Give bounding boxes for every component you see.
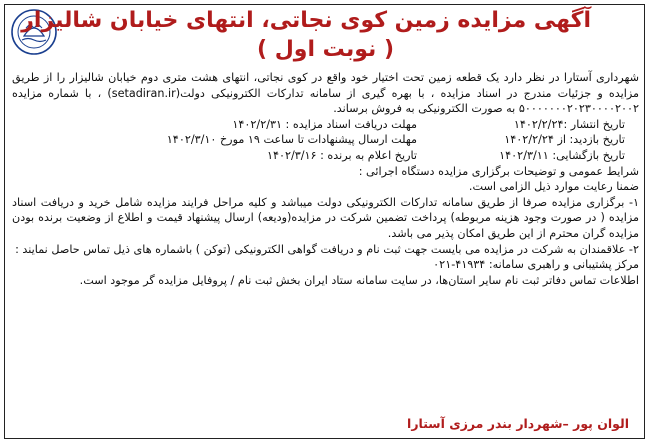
docs-deadline: مهلت دریافت اسناد مزایده : ۱۴۰۲/۲/۳۱ (232, 117, 417, 131)
offers-deadline: مهلت ارسال پیشنهادات تا ساعت ۱۹ مورخ ۱۴۰۲/۳/۱۰ (166, 133, 417, 147)
winner-date: تاریخ اعلام به برنده : ۱۴۰۲/۳/۱۶ (266, 148, 417, 162)
conditions-title: شرایط عمومی و توضیحات برگزاری مزایده دستگاه اجرائی : (358, 164, 639, 178)
dates-row-3 (12, 148, 639, 164)
contact-info: اطلاعات تماس دفاتر ثبت نام سایر استان‌ها، در سایت سامانه ستاد ایران بخش ثبت نام / پروفایل مزایده گر موجود است. (79, 273, 639, 287)
title-line-2: ( نوبت اول ) (257, 37, 394, 62)
dates-row-1 (12, 117, 639, 133)
conditions-note: ضمنا رعایت موارد ذیل الزامی است. (468, 180, 639, 194)
notice-title (21, 6, 591, 64)
condition-item-2: ۲- علاقمندان به شرکت در مزایده می بایست جهت ثبت نام و دریافت گواهی الکترونیکی (توکن ) باشماره های ذیل تماس حاصل نمایند : (15, 242, 639, 256)
dates-row-2 (12, 132, 639, 148)
publish-date: تاریخ انتشار :۱۴۰۲/۲/۲۴ (513, 117, 625, 131)
signature: الوان پور –شهردار بندر مرزی آستارا (407, 416, 629, 431)
opening-date: تاریخ بازگشایی: ۱۴۰۲/۳/۱۱ (499, 148, 625, 162)
title-line-1: آگهی مزایده زمین کوی نجاتی، انتهای خیابان شالیزار (21, 8, 591, 33)
intro-paragraph: شهرداری آستارا در نظر دارد یک قطعه زمین تحت اختیار خود واقع در کوی نجاتی، انتهای هشت متری دوم خیابان شالیزار را از طریق مزایده و جزئیات مندرج در اسناد مزایده ، با بهره گیری از سامانه تدارکات الکترونیکی دولت(setadiran.ir) ، با شماره مزایده ۵۰۰۰۰۰۰۰۲۰۲۳۰۰۰۰۲۰۰۲ به صورت الکترونیکی به فروش برساند. (12, 71, 640, 116)
support-center: مرکز پشتیبانی و راهبری سامانه: ۴۱۹۳۴-۰۲۱ (433, 258, 639, 272)
notice-body (12, 70, 639, 288)
visit-date: تاریخ بازدید: از ۱۴۰۲/۲/۲۴ (504, 133, 625, 147)
condition-item-1: ۱- برگزاری مزایده صرفا از طریق سامانه تدارکات الکترونیکی دولت میباشد و کلیه مراحل فرایند مزایده شامل خرید و دریافت اسناد مزایده ( در صورت وجود هزینه مربوطه) پرداخت تضمین شرکت در مزایده(ودیعه) ارسال پیشنهاد قیمت و اطلاع از وضعیت برنده بودن مزایده گران محترم از این طریق امکان پذیر می باشد. (12, 195, 639, 240)
